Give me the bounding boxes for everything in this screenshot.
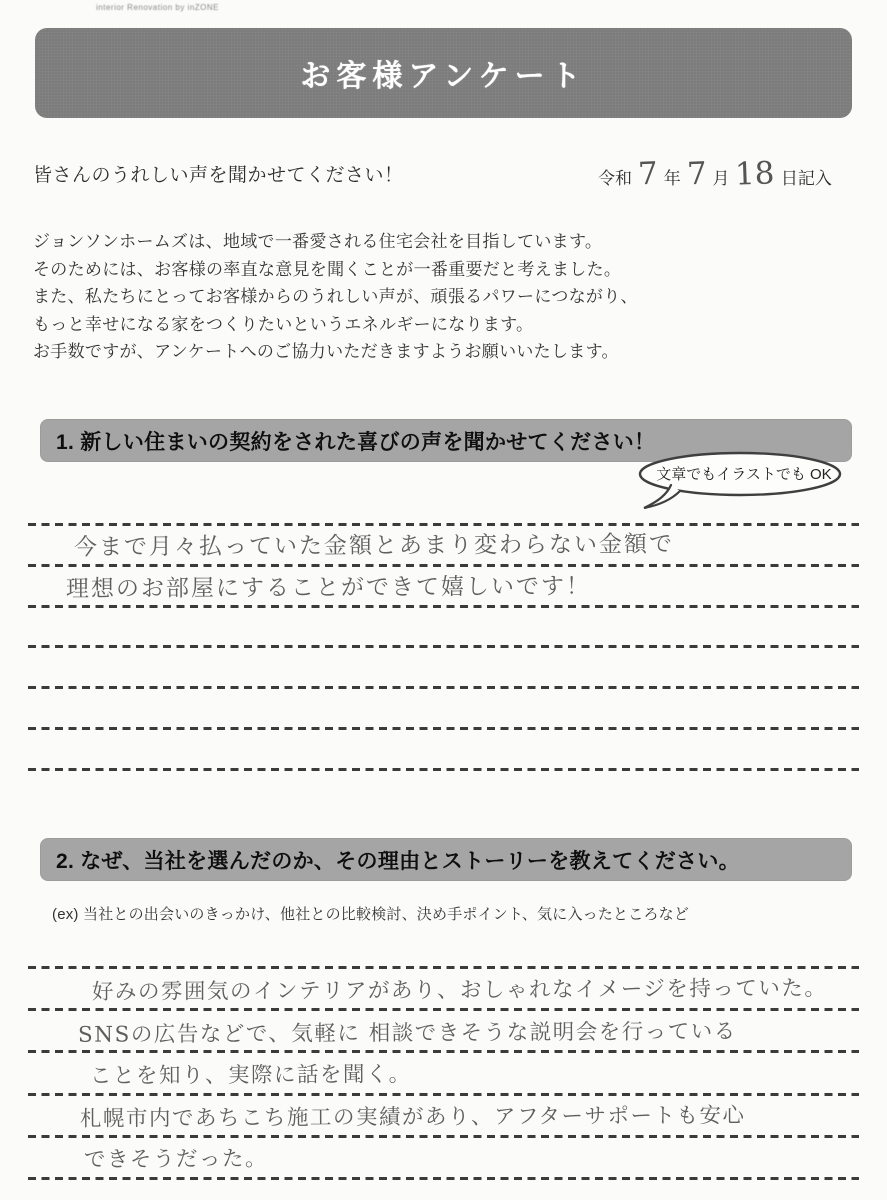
handwritten-answer-line: 好みの雰囲気のインテリアがあり、おしゃれなイメージを持っていた。 — [91, 976, 828, 1005]
section2-heading: 2. なぜ、当社を選んだのか、その理由とストーリーを教えてください。 — [56, 849, 740, 873]
month-label: 月 — [712, 169, 730, 188]
handwritten-answer-line: 札幌市内であちこち施工の実績があり、アフターサポートも安心 — [79, 1103, 746, 1132]
ruled-line — [28, 1135, 859, 1138]
year-handwritten: 7 — [637, 155, 659, 193]
ruled-line — [28, 727, 859, 730]
handwritten-answer-line: ことを知り、実際に話を聞く。 — [89, 1062, 412, 1089]
ruled-line — [28, 966, 859, 969]
intro-line: お手数ですが、アンケートへのご協力いただきますようお願いいたします。 — [33, 342, 619, 361]
speech-bubble — [628, 450, 846, 510]
intro-line: もっと幸せになる家をつくりたいというエネルギーになります。 — [33, 314, 534, 334]
ruled-line — [28, 523, 859, 526]
handwritten-answer-line: 今まで月々払っていた金額とあまり変わらない金額で — [73, 531, 675, 561]
year-label: 年 — [663, 169, 681, 188]
month-handwritten: 7 — [686, 155, 708, 193]
section1-heading: 1. 新しい住まいの契約をされた喜びの声を聞かせてください！ — [56, 430, 656, 454]
ruled-line — [28, 645, 859, 648]
intro-line: そのためには、お客様の率直な意見を聞くことが一番重要だと考えました。 — [33, 259, 622, 279]
era-label: 令和 — [598, 169, 632, 188]
handwritten-answer-line: できそうだった。 — [83, 1146, 269, 1173]
date-entry — [598, 150, 880, 196]
ruled-line — [28, 768, 859, 771]
greeting-text: 皆さんのうれしい声を聞かせてください！ — [33, 165, 404, 186]
brand-watermark: interior Renovation by inZONE — [96, 3, 219, 12]
title-bar — [35, 28, 852, 118]
bubble-label: 文章でもイラストでも OK — [656, 466, 832, 483]
handwritten-answer-line: 理想のお部屋にすることができて嬉しいです！ — [65, 573, 592, 603]
handwritten-answer-line: SNSの広告などで、気軽に 相談できそうな説明会を行っている — [77, 1019, 737, 1048]
ruled-line — [28, 564, 859, 567]
intro-paragraph — [33, 228, 638, 366]
ruled-line — [28, 605, 859, 608]
ruled-line — [28, 1177, 859, 1180]
ruled-line — [28, 1008, 859, 1011]
ruled-line — [28, 1093, 859, 1096]
section2-header-bar — [40, 838, 852, 881]
page-title: お客様アンケート — [300, 60, 587, 93]
day-label: 日記入 — [780, 169, 832, 188]
section2-example-text: (ex) 当社との出会いのきっかけ、他社との比較検討、決め手ポイント、気に入ったところなど — [52, 906, 690, 923]
ruled-line — [28, 1050, 859, 1053]
intro-line: ジョンソンホームズは、地域で一番愛される住宅会社を目指しています。 — [33, 232, 603, 251]
intro-line: また、私たちにとってお客様からのうれしい声が、頑張るパワーにつながり、 — [33, 287, 638, 306]
ruled-line — [28, 686, 859, 689]
day-handwritten: 18 — [734, 155, 776, 193]
